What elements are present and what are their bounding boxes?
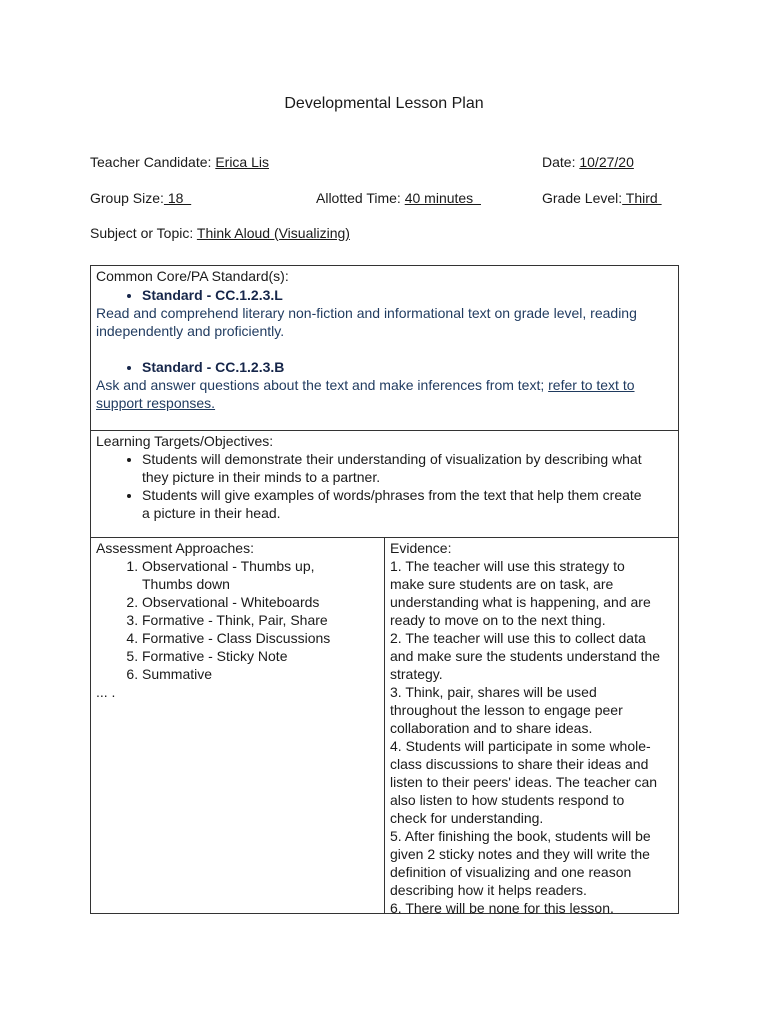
subject-label: Subject or Topic: [90,225,197,241]
objective-item: • Students will demonstrate their understanding of visualization by describing what they picture in their minds to a partner. [142,450,653,486]
evidence-section [384,537,679,914]
standard-list [96,286,673,304]
grade-level-row [542,189,662,207]
subject-value: Think Aloud (Visualizing) [196,225,350,241]
assessment-item: 5. Formative - Sticky Note [142,647,349,665]
allotted-time-value: 40 minutes [404,190,481,206]
allotted-time-row [316,189,481,207]
assessment-list [96,557,379,683]
date-row [542,153,634,171]
standard-2-link[interactable]: refer to text to support responses. [96,377,635,411]
teacher-candidate-row [90,153,269,171]
objectives-section [90,430,679,538]
assessment-item: 2. Observational - Whiteboards [142,593,349,611]
date-label: Date: [542,154,580,170]
objectives-label: Learning Targets/Objectives: [96,433,274,449]
page-title: Developmental Lesson Plan [284,95,484,112]
objectives-list [96,450,673,522]
assessment-item: 6. Summative [142,665,349,683]
teacher-candidate-label: Teacher Candidate: [90,154,216,170]
assessment-item: 4. Formative - Class Discussions [142,629,349,647]
group-size-row [90,189,191,207]
evidence-label: Evidence: [390,540,452,556]
subject-row [90,224,350,242]
assessment-section [90,537,385,914]
assessment-item: 1. Observational - Thumbs up, Thumbs down [142,557,349,593]
evidence-item: 2. The teacher will use this to collect data and make sure the students understand the strategy. [390,630,661,682]
standards-label: Common Core/PA Standard(s): [96,268,289,284]
group-size-label: Group Size: [90,190,164,206]
standard-2-heading: • Standard - CC.1.2.3.B [142,358,673,376]
assessment-trailing: ... . [96,684,116,700]
standard-1-heading: • Standard - CC.1.2.3.L [142,286,673,304]
grade-level-value: Third [622,190,662,206]
assessment-label: Assessment Approaches: [96,540,254,556]
evidence-item: 6. There will be none for this lesson. [390,900,614,916]
grade-level-label: Grade Level: [542,190,623,206]
evidence-item: 3. Think, pair, shares will be used throughout the lesson to engage peer collaboration and to share ideas. [390,684,623,736]
standard-2-text [96,376,673,412]
evidence-item: 5. After finishing the book, students will be given 2 sticky notes and they will write the definition of visualizing and one reason describing how it helps readers. [390,828,651,898]
evidence-item: 4. Students will participate in some whole-class discussions to share their ideas and listen to their peers' ideas. The teacher can also listen to how students respond to check for understanding. [390,738,658,826]
assessment-item: 3. Formative - Think, Pair, Share [142,611,349,629]
standard-1-text: Read and comprehend literary non-fiction and informational text on grade level, reading independently and proficiently. [96,305,637,339]
group-size-value: 18 [163,190,192,206]
standard-2-description: Ask and answer questions about the text and make inferences from text; [96,377,549,393]
date-value: 10/27/20 [579,154,634,170]
evidence-item: 1. The teacher will use this strategy to make sure students are on task, are understanding what is happening, and are ready to move on to the next thing. [390,558,651,628]
standard-list-2 [96,358,673,376]
allotted-time-label: Allotted Time: [316,190,405,206]
objective-item: • Students will give examples of words/phrases from the text that help them create a picture in their head. [142,486,653,522]
teacher-candidate-value: Erica Lis [215,154,269,170]
standards-section [90,265,679,431]
